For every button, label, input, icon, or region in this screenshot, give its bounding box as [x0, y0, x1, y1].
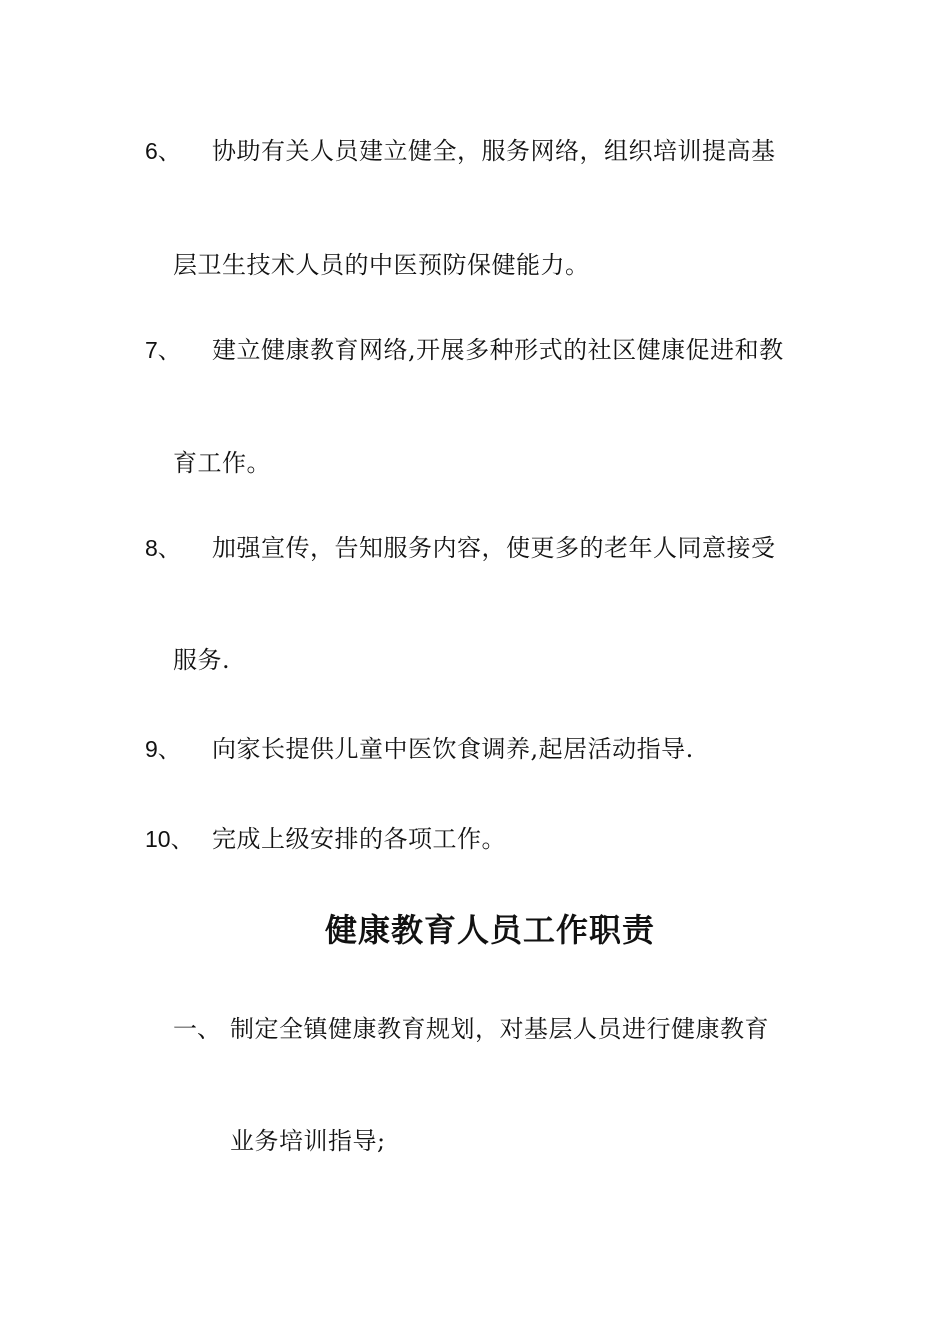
item-number: 一、: [173, 1015, 221, 1043]
item-number: 7、: [145, 337, 181, 363]
item-number: 10、: [145, 826, 194, 852]
item-text-continuation: 业务培训指导;: [230, 1127, 386, 1155]
item-text-line: 制定全镇健康教育规划，对基层人员进行健康教育: [230, 1015, 769, 1043]
item-text-line: 建立健康教育网络,开展多种形式的社区健康促进和教: [212, 336, 784, 364]
item-number: 9、: [145, 736, 181, 762]
item-text-continuation: 育工作。: [173, 449, 271, 477]
section-title: 健康教育人员工作职责: [324, 911, 655, 949]
item-number: 6、: [145, 138, 181, 164]
item-number: 8、: [145, 535, 181, 561]
item-text-line: 完成上级安排的各项工作。: [212, 825, 506, 853]
item-text-line: 向家长提供儿童中医饮食调养,起居活动指导.: [212, 735, 694, 763]
item-text-line: 协助有关人员建立健全，服务网络，组织培训提高基: [212, 137, 776, 165]
item-text-continuation: 服务.: [173, 646, 231, 674]
item-text-line: 加强宣传，告知服务内容，使更多的老年人同意接受: [212, 534, 776, 562]
item-text-continuation: 层卫生技术人员的中医预防保健能力。: [173, 251, 590, 279]
